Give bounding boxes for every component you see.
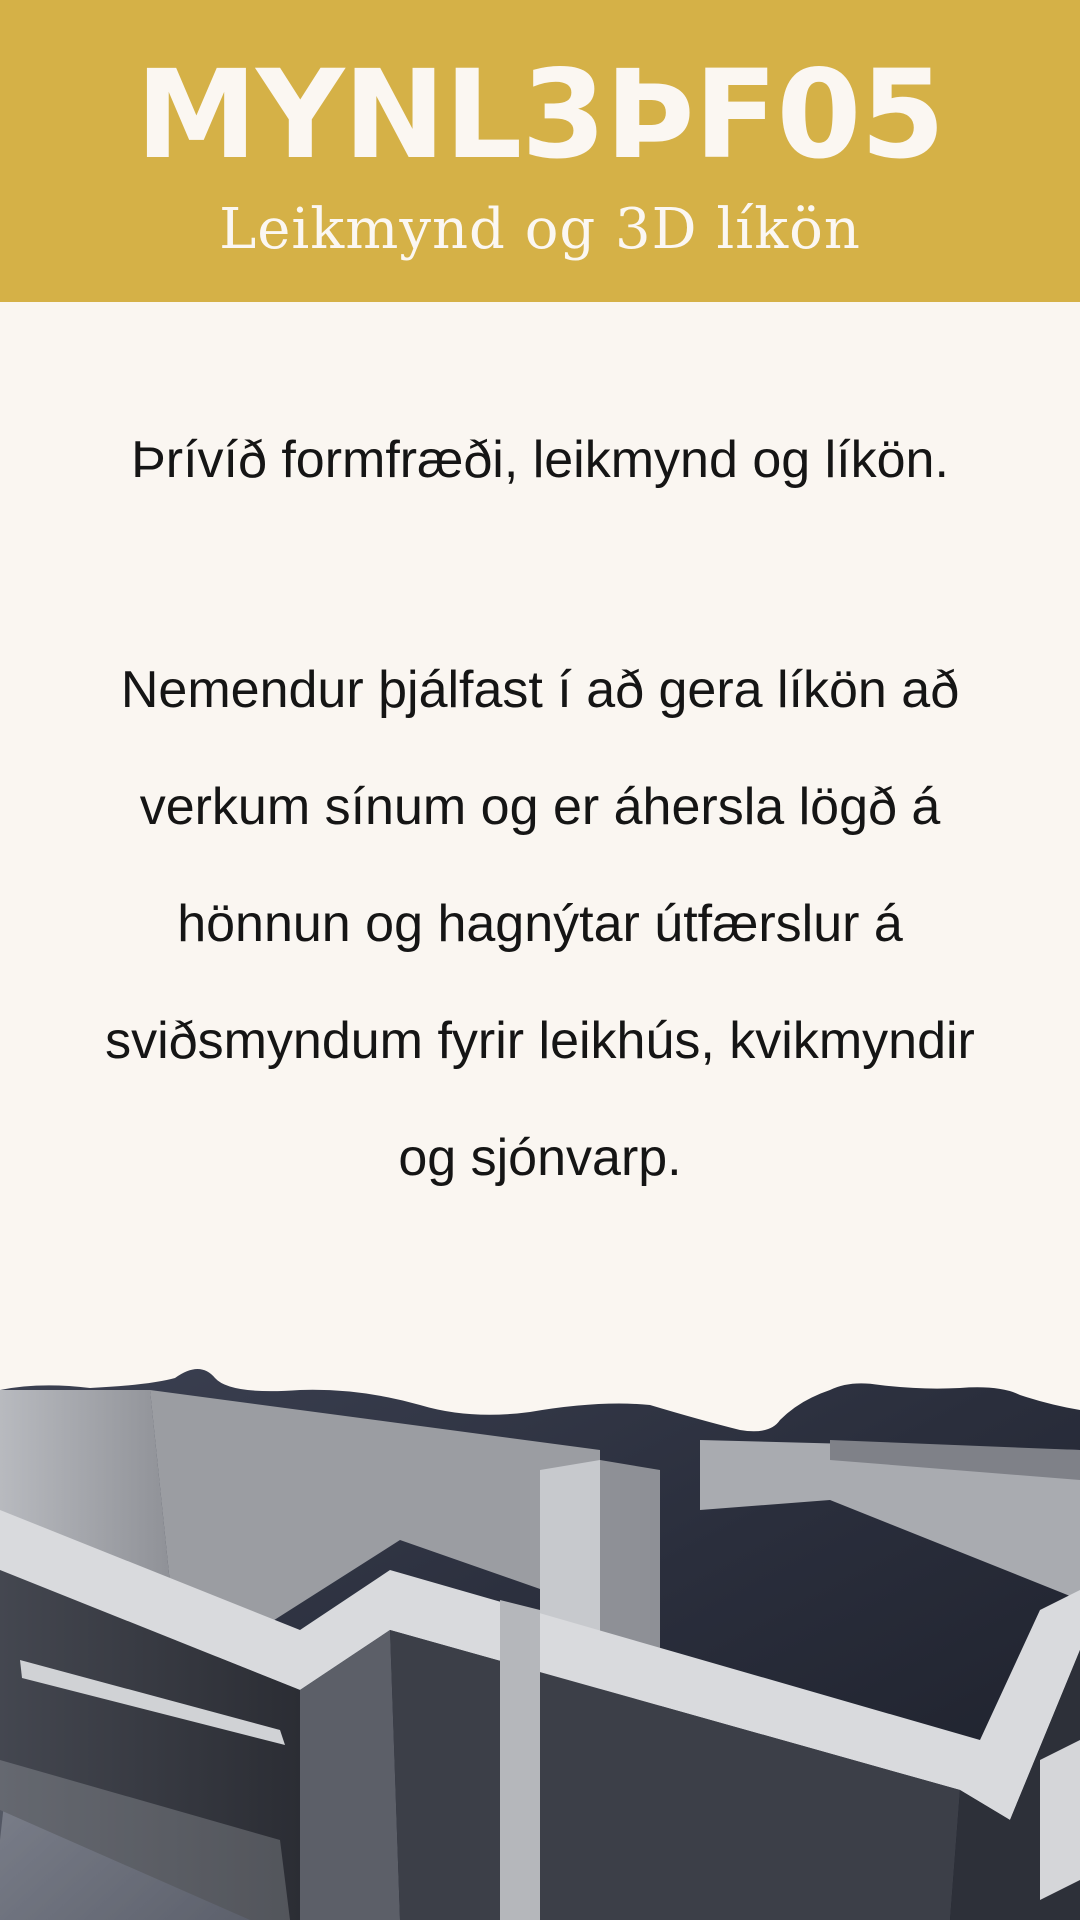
header-banner [0, 0, 1080, 302]
course-code-title: MYNL3ÞF05 [135, 44, 945, 186]
course-description: Nemendur þjálfast í að gera líkön að verkum sínum og er áhersla lögð á hönnun og hagnýtar útfærslur á sviðsmyndum fyrir leikhús, kvikmyndir og sjónvarp. [105, 661, 975, 1187]
course-subtitle: Leikmynd og 3D líkön [219, 197, 861, 262]
3d-model-render-image [0, 1360, 1080, 1920]
lead-text: Þrívíð formfræði, leikmynd og líkön. [131, 431, 949, 489]
